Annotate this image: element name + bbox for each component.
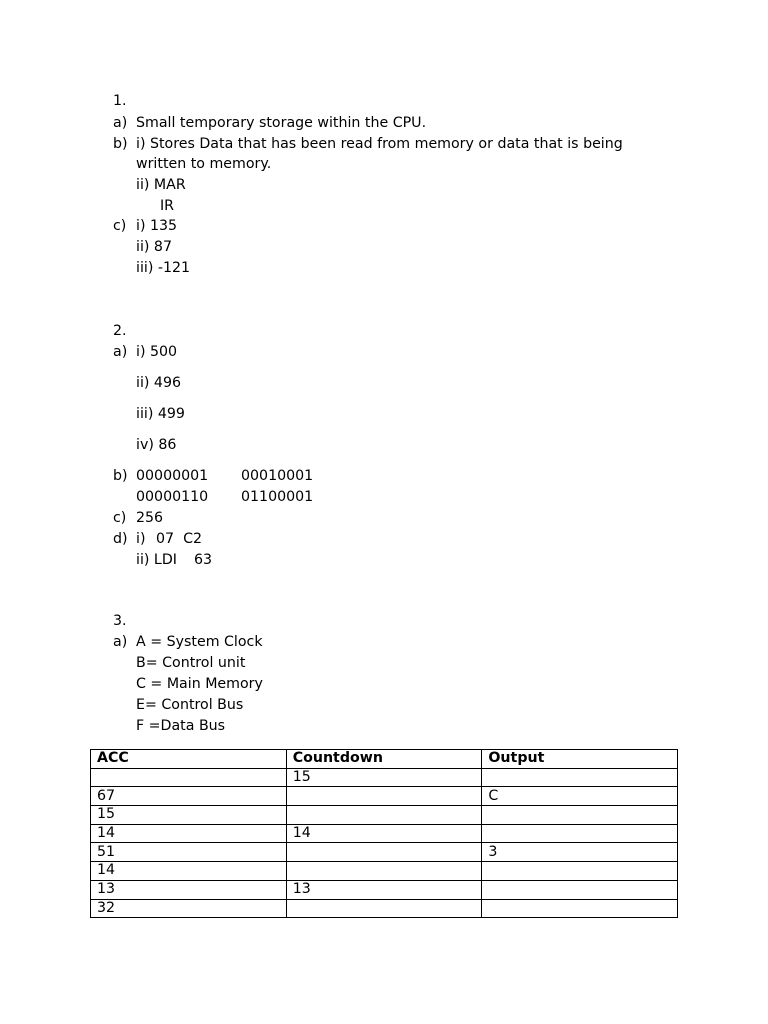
output-cell bbox=[482, 880, 678, 899]
q1-b-i-answer-line1: i) Stores Data that has been read from memory or data that is being bbox=[136, 136, 623, 152]
q2-a-i-answer: i) 500 bbox=[136, 344, 178, 360]
q3-a-line-b: B= Control unit bbox=[136, 655, 246, 671]
q2-a-iii-answer: iii) 499 bbox=[136, 406, 185, 422]
table-row bbox=[91, 824, 678, 843]
q2-d-i-label: i) bbox=[136, 531, 146, 547]
output-cell: C bbox=[482, 787, 678, 806]
q1-b-ii-answer: ii) MAR bbox=[136, 177, 186, 193]
acc-cell: 67 bbox=[91, 787, 287, 806]
q2-b-marker: b) bbox=[113, 468, 128, 484]
countdown-cell bbox=[286, 787, 482, 806]
question-2-number: 2. bbox=[113, 323, 127, 339]
countdown-cell bbox=[286, 843, 482, 862]
header-countdown: Countdown bbox=[286, 750, 482, 769]
q1-c-i-answer: i) 135 bbox=[136, 218, 178, 234]
q2-c-answer: 256 bbox=[136, 510, 164, 526]
q2-b-binary-3: 00000110 bbox=[136, 489, 209, 505]
table-row bbox=[91, 862, 678, 881]
acc-cell: 15 bbox=[91, 806, 287, 825]
q1-b-i-answer-line2: written to memory. bbox=[136, 156, 272, 172]
output-cell bbox=[482, 899, 678, 918]
countdown-cell bbox=[286, 806, 482, 825]
q1-c-marker: c) bbox=[113, 218, 127, 234]
q2-d-marker: d) bbox=[113, 531, 128, 547]
acc-cell: 14 bbox=[91, 824, 287, 843]
output-cell bbox=[482, 862, 678, 881]
q1-b-marker: b) bbox=[113, 136, 128, 152]
acc-cell: 32 bbox=[91, 899, 287, 918]
table-row bbox=[91, 880, 678, 899]
countdown-cell: 14 bbox=[286, 824, 482, 843]
table-row bbox=[91, 806, 678, 825]
table-row bbox=[91, 843, 678, 862]
q2-a-iv-answer: iv) 86 bbox=[136, 437, 177, 453]
q2-a-ii-answer: ii) 496 bbox=[136, 375, 182, 391]
header-output: Output bbox=[482, 750, 678, 769]
acc-cell: 14 bbox=[91, 862, 287, 881]
output-cell bbox=[482, 768, 678, 787]
table-row bbox=[91, 899, 678, 918]
output-cell bbox=[482, 824, 678, 843]
countdown-cell bbox=[286, 899, 482, 918]
table-row bbox=[91, 768, 678, 787]
q2-a-marker: a) bbox=[113, 344, 128, 360]
trace-table bbox=[90, 749, 678, 918]
q3-a-line-f: F =Data Bus bbox=[136, 718, 226, 734]
q2-b-binary-4: 01100001 bbox=[241, 489, 314, 505]
q1-a-answer: Small temporary storage within the CPU. bbox=[136, 115, 427, 131]
header-acc: ACC bbox=[91, 750, 287, 769]
q1-a-marker: a) bbox=[113, 115, 128, 131]
countdown-cell: 15 bbox=[286, 768, 482, 787]
output-cell bbox=[482, 806, 678, 825]
table-header-row bbox=[91, 750, 678, 769]
acc-cell bbox=[91, 768, 287, 787]
q1-b-ii-answer-cont: IR bbox=[160, 198, 175, 214]
countdown-cell bbox=[286, 862, 482, 881]
acc-cell: 13 bbox=[91, 880, 287, 899]
q2-b-binary-2: 00010001 bbox=[241, 468, 314, 484]
q2-d-ii-label: ii) LDI bbox=[136, 552, 177, 568]
q2-d-i-answer: 07 C2 bbox=[156, 531, 203, 547]
q3-a-marker: a) bbox=[113, 634, 128, 650]
q2-c-marker: c) bbox=[113, 510, 127, 526]
q2-b-binary-1: 00000001 bbox=[136, 468, 209, 484]
question-3-number: 3. bbox=[113, 613, 127, 629]
output-cell: 3 bbox=[482, 843, 678, 862]
question-1-number: 1. bbox=[113, 93, 127, 109]
table-row bbox=[91, 787, 678, 806]
q1-c-iii-answer: iii) -121 bbox=[136, 260, 191, 276]
acc-cell: 51 bbox=[91, 843, 287, 862]
q1-c-ii-answer: ii) 87 bbox=[136, 239, 172, 255]
q3-a-line-e: E= Control Bus bbox=[136, 697, 244, 713]
countdown-cell: 13 bbox=[286, 880, 482, 899]
q3-a-line-c: C = Main Memory bbox=[136, 676, 263, 692]
q3-a-line-a: A = System Clock bbox=[136, 634, 263, 650]
q2-d-ii-answer: 63 bbox=[194, 552, 213, 568]
